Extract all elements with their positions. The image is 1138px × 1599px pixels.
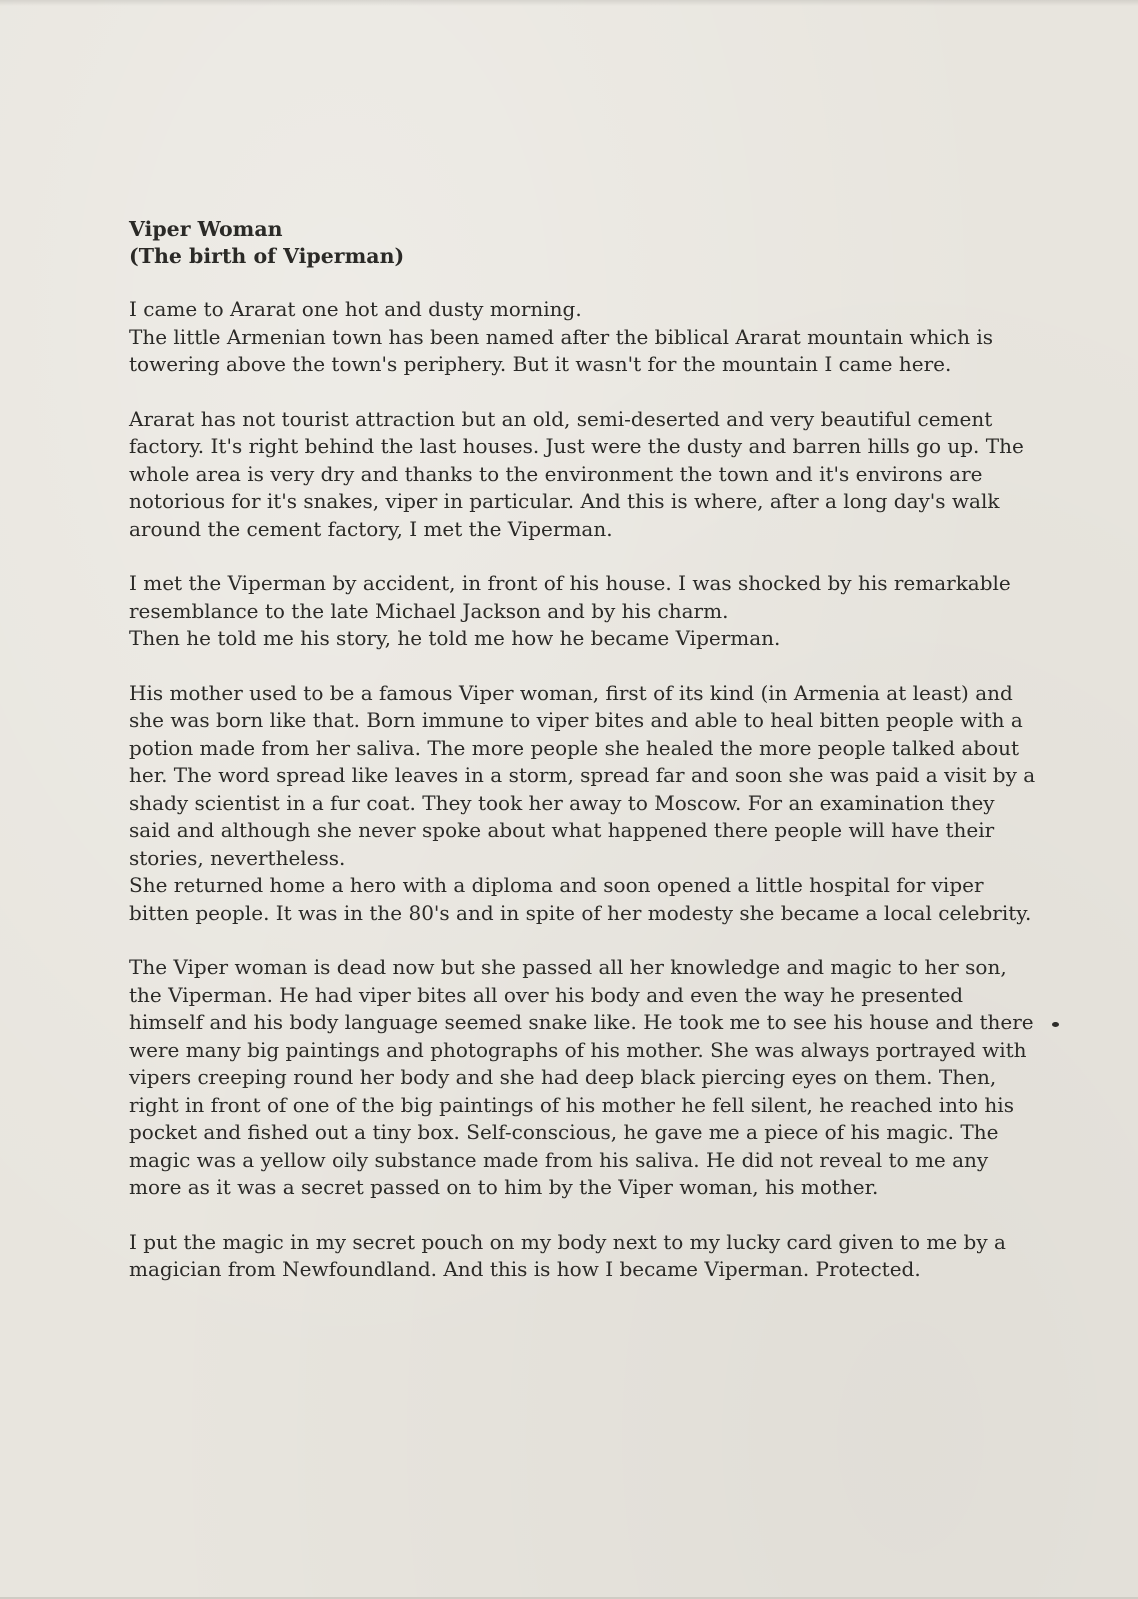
text-line: said and although she never spoke about what happened there people will have their: [129, 818, 995, 842]
text-line: factory. It's right behind the last houses. Just were the dusty and barren hills go up. The: [129, 434, 1024, 458]
paragraph: [129, 954, 1034, 1202]
text-line: bitten people. It was in the 80's and in spite of her modesty she became a local celebrity.: [129, 900, 1032, 925]
text-line: the Viperman. He had viper bites all over his body and even the way he presented: [129, 982, 964, 1007]
text-line: Ararat has not tourist attraction but an old, semi-deserted and very beautiful cement: [129, 406, 993, 431]
text-line: potion made from her saliva. The more people she healed the more people talked about: [129, 735, 1020, 760]
text-line: I put the magic in my secret pouch on my body next to my lucky card given to me by a: [129, 1229, 1006, 1254]
text-line: were many big paintings and photographs of his mother. She was always portrayed with: [129, 1037, 1027, 1062]
text-line: His mother used to be a famous Viper woman, first of its kind (in Armenia at least) and: [129, 680, 1013, 705]
text-line: notorious for it's snakes, viper in particular. And this is where, after a long day's walk: [129, 489, 1000, 513]
ink-speck: [1052, 1022, 1059, 1027]
text-line: whole area is very dry and thanks to the environment the town and it's environs are: [129, 461, 983, 486]
text-line: The little Armenian town has been named after the biblical Ararat mountain which is: [129, 324, 994, 349]
text-line: right in front of one of the big paintings of his mother he fell silent, he reached into his: [129, 1092, 1014, 1117]
text-line: magic was a yellow oily substance made from his saliva. He did not reveal to me any: [129, 1147, 989, 1172]
paragraph: [129, 680, 1036, 928]
text-line: Then he told me his story, he told me how he became Viperman.: [129, 626, 781, 650]
text-line: She returned home a hero with a diploma and soon opened a little hospital for viper: [129, 873, 984, 897]
text-line: The Viper woman is dead now but she passed all her knowledge and magic to her son,: [129, 955, 1007, 979]
paragraph: [129, 406, 1024, 544]
text-line: around the cement factory, I met the Viperman.: [129, 516, 613, 541]
text-line: stories, nevertheless.: [129, 845, 346, 870]
page-top-edge: [0, 0, 1138, 6]
paragraph: [129, 1229, 1009, 1284]
text-line: her. The word spread like leaves in a storm, spread far and soon she was paid a visit by a: [129, 763, 1036, 787]
text-line: towering above the town's periphery. But it wasn't for the mountain I came here.: [129, 352, 952, 376]
text-line: himself and his body language seemed snake like. He took me to see his house and there: [129, 1010, 1034, 1034]
document-title: Viper Woman: [129, 217, 283, 241]
text-line: I met the Viperman by accident, in front of his house. I was shocked by his remarkable: [129, 571, 1011, 595]
text-line: I came to Ararat one hot and dusty morning.: [129, 297, 582, 321]
text-line: shady scientist in a fur coat. They took her away to Moscow. For an examination they: [129, 790, 995, 815]
text-line: resemblance to the late Michael Jackson and by his charm.: [129, 598, 729, 623]
text-line: pocket and fished out a tiny box. Self-conscious, he gave me a piece of his magic. The: [129, 1120, 999, 1144]
document-subtitle: (The birth of Viperman): [129, 244, 405, 268]
text-line: more as it was a secret passed on to him by the Viper woman, his mother.: [129, 1175, 879, 1199]
paragraph-list: [129, 296, 1036, 1284]
document-body: [129, 216, 1036, 1311]
text-line: magician from Newfoundland. And this is how I became Viperman. Protected.: [129, 1257, 921, 1281]
paragraph: [129, 296, 1009, 379]
text-line: vipers creeping round her body and she had deep black piercing eyes on them. Then,: [129, 1065, 997, 1089]
paragraph: [129, 570, 1009, 653]
text-line: she was born like that. Born immune to viper bites and able to heal bitten people with a: [129, 708, 1023, 732]
